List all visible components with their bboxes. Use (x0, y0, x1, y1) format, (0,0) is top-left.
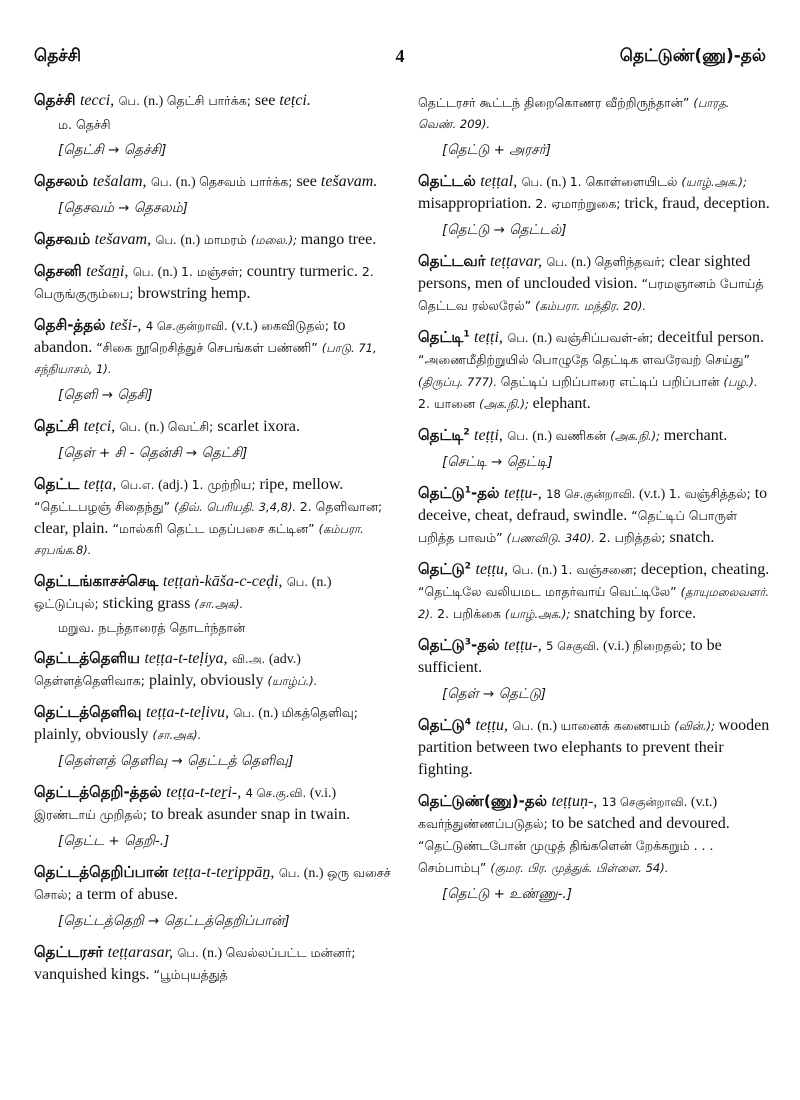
entry-definition (34, 416, 392, 438)
definition-segment: trick, fraud, deception. (624, 195, 770, 212)
header-first-headword: தெச்சி (34, 46, 82, 66)
entry-headword: தெட்டவர் (418, 252, 486, 270)
homonym-number: 3 (464, 637, 472, 648)
transliteration: teṭṭal, (480, 173, 518, 190)
entry-headword: தெட்டு (418, 636, 465, 654)
entry-headword: தெட்டி (418, 426, 464, 444)
transliteration: teši-, (109, 317, 142, 334)
entry-definition (418, 92, 770, 135)
entry-headword: தெட்டரசர் (34, 943, 104, 961)
definition-segment: to abandon. (34, 317, 346, 356)
homonym-number: 1 (464, 485, 472, 496)
entry-headword: தெட்டத்தெறி-த்தல் (34, 783, 162, 801)
definition-segment: (கம்பரா. சரபங்க.8). (34, 522, 364, 557)
entry-definition (34, 90, 392, 112)
definition-segment: இரண்டாய் முறிதல்; (34, 807, 152, 822)
definition-segment: 1. முற்றிய; (191, 477, 260, 492)
entry-definition (418, 327, 770, 415)
entry-definition (418, 251, 770, 317)
dictionary-entry (418, 171, 770, 241)
transliteration: teṭṭarasar, (107, 944, 174, 961)
definition-segment: tešavam. (320, 173, 378, 190)
definition-segment: (v.t.) (638, 487, 669, 502)
definition-segment: (பாரத. வெண். 209). (418, 96, 730, 131)
dictionary-entry (418, 791, 770, 905)
definition-segment: 13 செகுன்றாவி. (601, 795, 691, 809)
entry-headword: தெட்ட (34, 475, 80, 493)
definition-segment: (n.) (202, 946, 226, 961)
definition-segment: clear sighted persons, men of unclouded vision. (418, 253, 751, 292)
dictionary-entry (418, 635, 770, 705)
transliteration: teṭci, (83, 418, 116, 435)
etymology: [தெசவம் → தெசலம்] (58, 200, 188, 216)
etymology: [தெள் + சி - தென்சி → தெட்சி] (58, 445, 248, 461)
definition-segment: (அக.நி.); (610, 429, 664, 443)
left-column (34, 90, 392, 996)
definition-segment: (அக.நி.); (479, 397, 533, 411)
definition-segment: (n.) (144, 420, 168, 435)
transliteration: teṭṭa-t-teḷiya, (144, 650, 228, 667)
entry-headword: தெட்டு (418, 560, 465, 578)
definition-segment: நிறைதல்; (632, 638, 691, 653)
etymology: [செட்டி → தெட்டி] (442, 454, 553, 470)
definition-segment: snatch. (669, 529, 715, 546)
etymology: [தெட்டத்தெறி → தெட்டத்தெறிப்பான்] (58, 913, 290, 929)
dictionary-entry (418, 327, 770, 415)
dictionary-entry (34, 416, 392, 464)
definition-segment: கைவிடுதல்; (261, 318, 334, 333)
etymology: [தெட்டு + உண்ணு-.] (442, 886, 573, 902)
entry-definition (34, 782, 392, 826)
definition-segment: “பரமஞானம் போய்த் தெட்டவ ரல்லரேல்” (418, 276, 764, 313)
etymology: [தெட்ட + தெறி-.] (58, 833, 170, 849)
dictionary-entry (34, 942, 392, 986)
definition-segment: elephant. (532, 395, 591, 412)
definition-segment: “மால்கரி தெட்ட மதப்பசை கட்டின” (112, 521, 319, 536)
definition-segment: பெ.எ. (120, 478, 159, 492)
dictionary-entry (34, 315, 392, 406)
definition-segment: பெ. (119, 420, 145, 434)
definition-segment: 2. யானை (418, 396, 480, 411)
dictionary-entry (418, 425, 770, 473)
definition-segment: (யாழ்.அக.); (504, 607, 574, 621)
entry-headword: தெட்டு (418, 484, 465, 502)
transliteration: teṭṭi, (474, 427, 503, 444)
definition-segment: (n.) (532, 331, 556, 346)
definition-segment: (குமர. பிர. முத்துக். பிள்ளை. 54). (490, 861, 669, 875)
entry-definition (418, 791, 770, 879)
dictionary-entry (34, 702, 392, 772)
transliteration: tešaṉi, (86, 263, 129, 280)
definition-segment: தெட்சி பார்க்க; (166, 93, 255, 108)
definition-segment: vanquished kings. (34, 966, 154, 983)
definition-segment: 2. ஏமாற்றுகை; (535, 196, 625, 211)
definition-segment: (v.i.) (309, 786, 337, 801)
headword-suffix: -தல் (471, 636, 500, 654)
definition-segment: (n.) (537, 719, 561, 734)
entry-headword: தெட்டத்தெறிப்பான் (34, 863, 169, 881)
page-number: 4 (395, 46, 405, 66)
transliteration: teṭṭu, (475, 561, 508, 578)
etymology: [தெட்டு + அரசர்] (442, 142, 552, 158)
cognate-note: ம. தெச்சி (58, 117, 111, 132)
definition-segment: scarlet ixora. (217, 418, 300, 435)
transliteration: teṭṭu, (475, 717, 508, 734)
dictionary-entry (34, 782, 392, 852)
definition-segment: தெட்டிப் பறிப்பாரை எட்டிப் பறிப்பான் (500, 374, 724, 389)
definition-segment: தெசவம் பார்க்க; (199, 174, 297, 189)
definition-segment: பெ. (507, 331, 533, 345)
definition-segment: (தாயுமலைவளர். 2). (418, 585, 770, 621)
definition-segment: to deceive, cheat, defraud, swindle. (418, 485, 768, 524)
transliteration: tešalam, (92, 173, 147, 190)
definition-segment: (திவ். பெரியதி. 3,4,8). (174, 500, 300, 514)
definition-segment: (திருப்பு. 777). (418, 375, 501, 389)
definition-segment: 4 செ.கு.வி. (245, 786, 310, 800)
definition-segment: (n.) (571, 255, 595, 270)
dictionary-entry (34, 261, 392, 305)
entry-headword: தெசலம் (34, 172, 89, 190)
definition-segment: see (254, 92, 280, 109)
transliteration: teṭṭu-, (503, 637, 542, 654)
entry-definition (34, 229, 392, 251)
definition-segment: (v.t.) (690, 795, 718, 810)
definition-segment: a term of abuse. (75, 886, 178, 903)
definition-segment: (n.) (532, 429, 556, 444)
definition-segment: (v.t.) (231, 319, 262, 334)
definition-segment: கவர்ந்துண்ணப்படுதல்; (418, 816, 552, 831)
definition-segment: (n.) (303, 866, 327, 881)
definition-segment: (சா.அக). (194, 597, 244, 611)
transliteration: teṭṭuṇ-, (551, 793, 598, 810)
definition-segment: (n.) (157, 265, 181, 280)
definition-segment: (பழ.). (723, 375, 758, 389)
definition-segment: “தெட்டிலே வலியமட மாதர்வாய் வெட்டிலே” (418, 584, 681, 599)
definition-segment: (adv.) (268, 652, 301, 667)
dictionary-entry (418, 92, 770, 161)
entry-definition (418, 425, 770, 447)
entry-definition (34, 702, 392, 746)
transliteration: teṭṭaṅ-kāša-c-ceḍi, (162, 573, 283, 590)
definition-segment: (யாழ்ப்.). (267, 674, 318, 688)
definition-segment: பெ. (278, 866, 304, 880)
dictionary-entry (34, 474, 392, 561)
definition-segment: ripe, mellow. (259, 476, 344, 493)
homonym-number: 2 (464, 561, 472, 572)
definition-segment: snatching by force. (573, 605, 697, 622)
dictionary-entry (34, 862, 392, 932)
entry-definition (34, 942, 392, 986)
homonym-number: 1 (463, 329, 470, 340)
definition-segment: country turmeric. (246, 263, 362, 280)
dictionary-entry (34, 171, 392, 219)
entry-definition (34, 648, 392, 692)
definition-segment: 2. பறித்தல்; (598, 530, 670, 545)
definition-segment: பெ. (177, 946, 203, 960)
dictionary-entry (418, 559, 770, 625)
right-column (418, 92, 770, 915)
definition-segment: (n.) (143, 94, 167, 109)
definition-segment: 4 செ.குன்றாவி. (145, 319, 232, 333)
definition-segment: plainly, obviously (34, 726, 153, 743)
definition-segment: வஞ்சிப்பவள்-ன்; (555, 330, 658, 345)
definition-segment: merchant. (663, 427, 728, 444)
definition-segment: (வின்.); (674, 719, 719, 733)
definition-segment: மாமரம் (203, 232, 251, 247)
entry-definition (34, 261, 392, 305)
definition-segment: 1. வஞ்சனை; (560, 562, 641, 577)
definition-segment: sticking grass (102, 595, 195, 612)
definition-segment: பெ. (233, 706, 259, 720)
definition-segment: 2. பெருங்குரும்பை; (34, 264, 374, 301)
definition-segment: (யாழ்.அக.); (681, 175, 747, 189)
transliteration: tešavam, (94, 231, 152, 248)
running-head (34, 46, 766, 76)
definition-segment: “அணைமீதிற்றுயில் பொழுதே தெட்டிக ளவரேவற் செய்து” (418, 352, 750, 367)
transliteration: teṭṭa, (83, 476, 117, 493)
homonym-number: 4 (464, 717, 472, 728)
definition-segment: பெ. (155, 233, 181, 247)
definition-segment: 2. பறிக்கை (437, 606, 505, 621)
definition-segment: (adj.) (158, 478, 192, 493)
definition-segment: தெளிந்தவர்; (594, 254, 670, 269)
entry-definition (34, 862, 392, 906)
definition-segment: “தெட்டபழஞ் சிதைந்து” (34, 499, 175, 514)
entry-headword: தெச்சி (34, 91, 76, 109)
dictionary-entry (34, 90, 392, 161)
homonym-number: 2 (463, 427, 470, 438)
entry-headword: தெசி-த்தல் (34, 316, 106, 334)
transliteration: teṭṭa-t-teṟi-, (166, 784, 242, 801)
definition-segment: “தெட்டிப் பொருள் பறித்த பாவம்” (418, 508, 738, 545)
definition-segment: to break asunder snap in twain. (151, 806, 351, 823)
entry-headword: தெட்சி (34, 417, 80, 435)
entry-definition (34, 171, 392, 193)
definition-segment: மிகத்தெளிவு; (281, 705, 358, 720)
dictionary-entry (418, 715, 770, 781)
etymology: [தெட்சி → தெச்சி] (58, 142, 167, 158)
definition-segment: (பாடு. 71, சந்நியாசம், 1). (34, 341, 377, 376)
definition-segment: (n.) (258, 706, 282, 721)
definition-segment: யானைக் கணையம் (560, 718, 675, 733)
entry-definition (34, 474, 392, 561)
definition-segment: wooden partition between two elephants to prevent their fighting. (418, 717, 770, 778)
definition-segment: பெ. (512, 719, 538, 733)
etymology: [தெள் → தெட்டு] (442, 686, 547, 702)
entry-headword: தெட்டத்தெளிவு (34, 703, 142, 721)
entry-definition (418, 715, 770, 781)
definition-segment: 18 செ.குன்றாவி. (546, 487, 639, 501)
transliteration: teṭṭa-t-teṟippāṉ, (172, 864, 275, 881)
entry-definition (418, 483, 770, 549)
definition-segment: “சிகை நூறெசித்துச் செபங்கள் பண்ணி” (96, 340, 322, 355)
definition-segment: பெ. (507, 429, 533, 443)
definition-segment: deception, cheating. (640, 561, 770, 578)
transliteration: teṭṭavar, (489, 253, 542, 270)
entry-definition (418, 635, 770, 679)
definition-segment: 1. மஞ்சள்; (180, 264, 247, 279)
definition-segment: பெ. (132, 265, 158, 279)
definition-segment: தெள்ளத்தெளிவாக; (34, 673, 149, 688)
entry-headword: தெட்டு (418, 716, 465, 734)
definition-segment: (n.) (311, 575, 332, 590)
definition-segment: (v.i.) (603, 639, 633, 654)
definition-segment: வெல்லப்பட்ட மன்னர்; (225, 945, 356, 960)
definition-segment: (n.) (537, 563, 561, 578)
etymology: [தெள்ளத் தெளிவு → தெட்டத் தெளிவு] (58, 753, 294, 769)
entry-headword: தெட்டத்தெளிய (34, 649, 140, 667)
etymology: [தெளி → தெசி] (58, 387, 153, 403)
definition-segment: browstring hemp. (137, 285, 251, 302)
definition-segment: mango tree. (300, 231, 377, 248)
definition-segment: வெட்சி; (167, 419, 218, 434)
definition-segment: see (296, 173, 321, 190)
definition-segment: பெ. (118, 94, 144, 108)
definition-segment: பெ. (150, 175, 176, 189)
etymology: [தெட்டு → தெட்டல்] (442, 222, 567, 238)
definition-segment: plainly, obviously (148, 672, 268, 689)
entry-headword: தெட்டி (418, 328, 464, 346)
definition-segment: பெ. (521, 175, 547, 189)
definition-segment: (n.) (546, 175, 570, 190)
entry-definition (34, 315, 392, 380)
entry-headword: தெசவம் (34, 230, 91, 248)
dictionary-entry (418, 251, 770, 317)
transliteration: teṭṭa-t-teḷivu, (145, 704, 230, 721)
definition-segment: (கம்பரா. மந்திர. 20). (535, 299, 647, 313)
entry-definition (418, 559, 770, 625)
entry-headword: தெட்டுண்(ணு)-தல் (418, 792, 548, 810)
headword-suffix: -தல் (471, 484, 500, 502)
definition-segment: to be sufficient. (418, 637, 722, 676)
header-last-headword: தெட்டுண்(ணு)-தல் (619, 46, 766, 66)
dictionary-entry (418, 483, 770, 549)
definition-segment: “பூம்புயத்துத் (153, 967, 228, 982)
definition-segment: பெ. (546, 255, 572, 269)
definition-segment: teṭci. (279, 92, 311, 109)
definition-segment: deceitful person. (657, 329, 765, 346)
transliteration: teṭṭu-, (503, 485, 542, 502)
definition-segment: 1. கொள்ளையிடல் (569, 174, 682, 189)
definition-segment: 1. வஞ்சித்தல்; (668, 486, 755, 501)
entry-headword: தெட்டல் (418, 172, 476, 190)
entry-headword: தெசனி (34, 262, 82, 280)
definition-segment: ஒட்டுப்புல்; (34, 596, 103, 611)
definition-segment: தெட்டரசர் கூட்டந் திறைகொணர வீற்றிருந்தான்” (418, 95, 694, 110)
definition-segment: ஒரு வசைச் சொல்; (34, 865, 391, 902)
cognate-note: மறுவ. நடந்தாரைத் தொடர்ந்தான் (58, 620, 246, 635)
entry-definition (34, 571, 392, 615)
definition-segment: (மலை.); (250, 233, 301, 247)
definition-segment: வி.அ. (231, 652, 269, 666)
dictionary-entry (34, 571, 392, 638)
definition-segment: clear, plain. (34, 520, 113, 537)
dictionary-entry (34, 229, 392, 251)
dictionary-entry (34, 648, 392, 692)
definition-segment: “தெட்டுண்டபோன் முழுத் திங்களென் றேக்கறும் . . . செம்பாம்பு” (418, 838, 714, 875)
definition-segment: (n.) (180, 233, 204, 248)
definition-segment: (சா.அக). (152, 728, 202, 742)
entry-definition (418, 171, 770, 215)
definition-segment: 5 செகுவி. (546, 639, 604, 653)
definition-segment: to be satched and devoured. (551, 815, 730, 832)
definition-segment: (n.) (175, 175, 200, 190)
transliteration: teṭṭi, (474, 329, 503, 346)
entry-headword: தெட்டங்காசச்செடி (34, 572, 159, 590)
definition-segment: வணிகன் (555, 428, 611, 443)
definition-segment: பெ. (286, 575, 312, 589)
definition-segment: பெ. (512, 563, 538, 577)
transliteration: tecci, (79, 92, 115, 109)
definition-segment: misappropriation. (418, 195, 536, 212)
definition-segment: (பணவிடு. 340). (506, 531, 599, 545)
definition-segment: 2. தெளிவான; (299, 499, 383, 514)
